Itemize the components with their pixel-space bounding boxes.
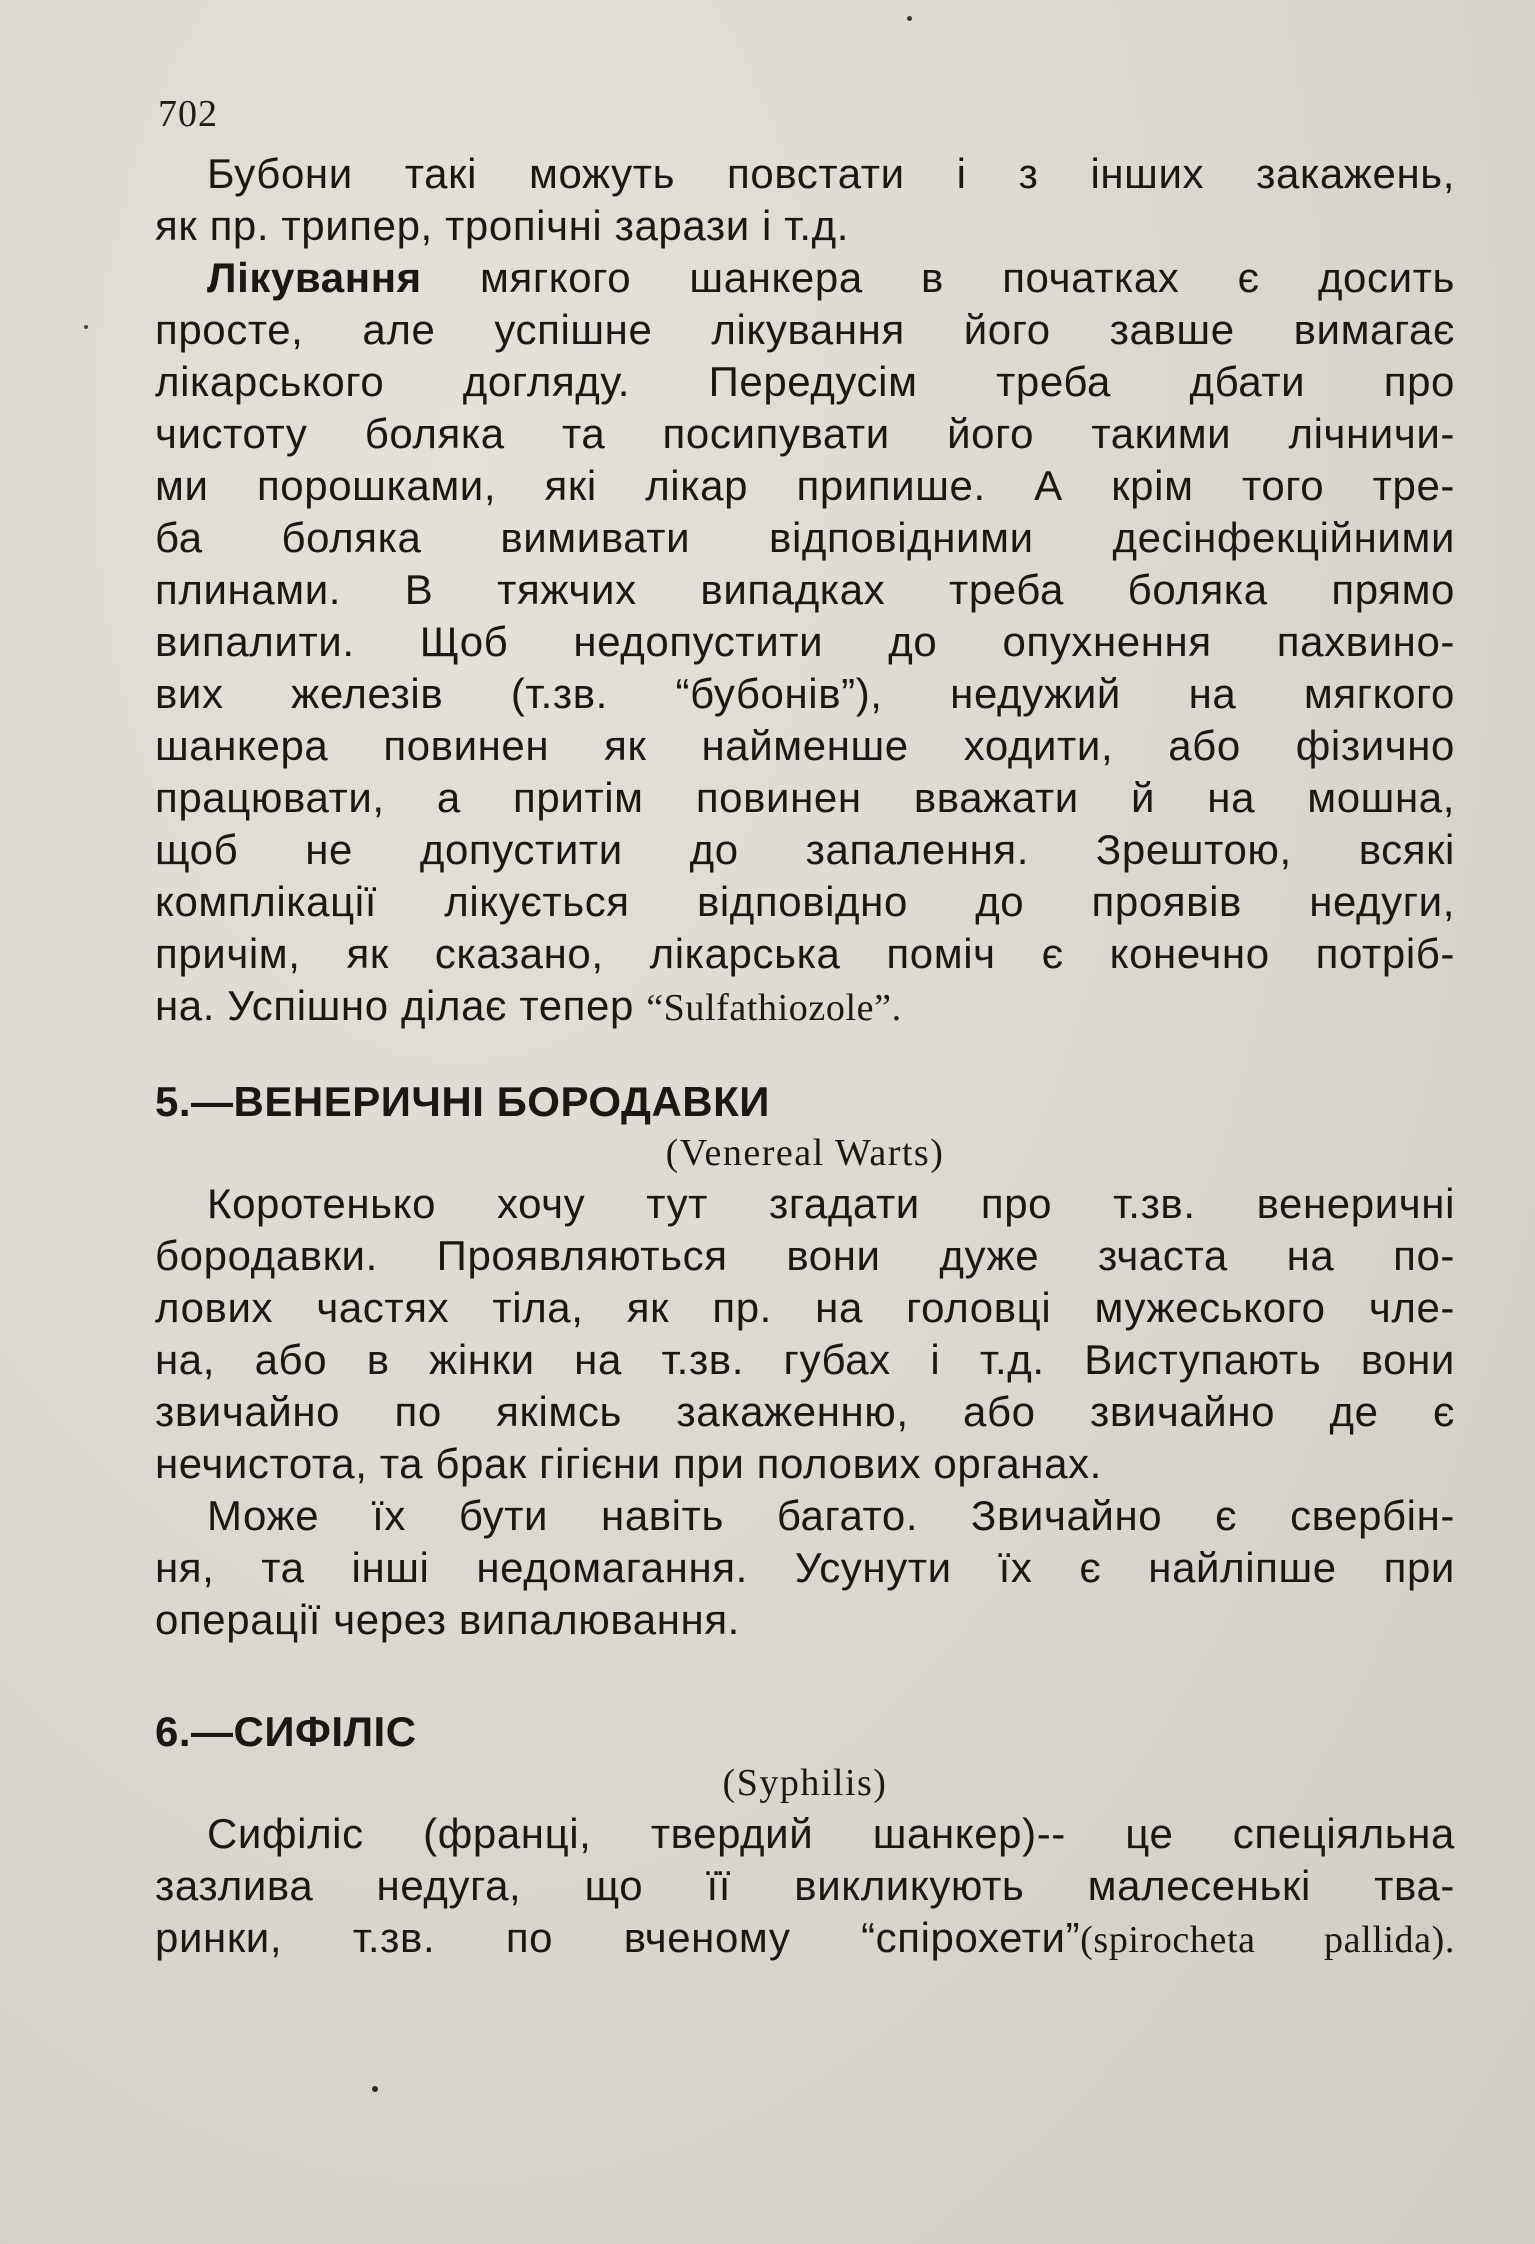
- page-content: [155, 148, 1455, 1964]
- text-line: зазлива недуга, що її викликують малесенькі тва-: [155, 1862, 1455, 1909]
- text-line: причім, як сказано, лікарська поміч є конечно потріб-: [155, 930, 1455, 977]
- section-subheading: (Venereal Warts): [665, 1132, 945, 1174]
- text-span: ринки, т.зв. по вченому “спірохети”: [155, 1914, 1081, 1961]
- ink-speck: [907, 16, 912, 21]
- text-line: ми порошками, які лікар припише. А крім того тре-: [155, 462, 1455, 509]
- text-span: на. Успішно ділає тепер: [155, 982, 647, 1029]
- section-heading: 5.—ВЕНЕРИЧНІ БОРОДАВКИ: [155, 1078, 770, 1125]
- text-line: щоб не допустити до запалення. Зрештою, всякі: [155, 826, 1455, 873]
- text-line: операції через випалювання.: [155, 1596, 740, 1643]
- text-span: мягкого шанкера в початках є досить: [421, 254, 1455, 301]
- text-line: [155, 1912, 1455, 1964]
- text-line: працювати, а притім повинен вважати й на мошна,: [155, 774, 1455, 821]
- text-line: ба боляка вимивати відповідними десінфекційними: [155, 514, 1455, 561]
- drug-name: “Sulfathiozole”.: [646, 987, 902, 1029]
- text-line: [155, 980, 1455, 1032]
- spacer: [155, 1646, 1455, 1706]
- section-subheading: (Syphilis): [722, 1762, 888, 1804]
- ink-speck: [84, 325, 88, 329]
- text-line: лових частях тіла, як пр. на головці мужеського чле-: [155, 1284, 1455, 1331]
- text-line: чистоту боляка та посипувати його такими лічничи-: [155, 410, 1455, 457]
- latin-term: (spirocheta pallida).: [1080, 1919, 1455, 1961]
- text-line: як пр. трипер, тропічні зарази і т.д.: [155, 202, 850, 249]
- text-line: Коротенько хочу тут згадати про т.зв. венеричні: [207, 1180, 1455, 1227]
- text-line: плинами. В тяжчих випадках треба боляка прямо: [155, 566, 1455, 613]
- text-line: нечистота, та брак гігієни при полових органах.: [155, 1440, 1102, 1487]
- treatment-lead-word: Лікування: [207, 254, 422, 301]
- text-line: лікарського догляду. Передусім треба дбати про: [155, 358, 1455, 405]
- page-number: 702: [158, 93, 218, 135]
- text-line: Бубони такі можуть повстати і з інших закажень,: [207, 150, 1455, 197]
- text-line: Може їх бути навіть багато. Звичайно є свербін-: [207, 1492, 1455, 1539]
- text-line: на, або в жінки на т.зв. губах і т.д. Виступають вони: [155, 1336, 1455, 1383]
- ink-speck: [372, 2086, 378, 2092]
- text-line: вих железів (т.зв. “бубонів”), недужий на мягкого: [155, 670, 1455, 717]
- spacer: [155, 1032, 1455, 1076]
- text-line: шанкера повинен як найменше ходити, або фізично: [155, 722, 1455, 769]
- text-line: ня, та інші недомагання. Усунути їх є найліпше при: [155, 1544, 1455, 1591]
- text-line: звичайно по якімсь закаженню, або звичайно де є: [155, 1388, 1455, 1435]
- text-line: [155, 252, 1455, 304]
- text-line: бородавки. Проявляються вони дуже зчаста на по-: [155, 1232, 1455, 1279]
- text-line: комплікації лікується відповідно до проявів недуги,: [155, 878, 1455, 925]
- section-heading: 6.—СИФІЛІС: [155, 1708, 417, 1755]
- text-line: просте, але успішне лікування його завше вимагає: [155, 306, 1455, 353]
- text-line: випалити. Щоб недопустити до опухнення пахвино-: [155, 618, 1455, 665]
- text-line: Сифіліс (франці, твердий шанкер)-- це спеціяльна: [207, 1810, 1455, 1857]
